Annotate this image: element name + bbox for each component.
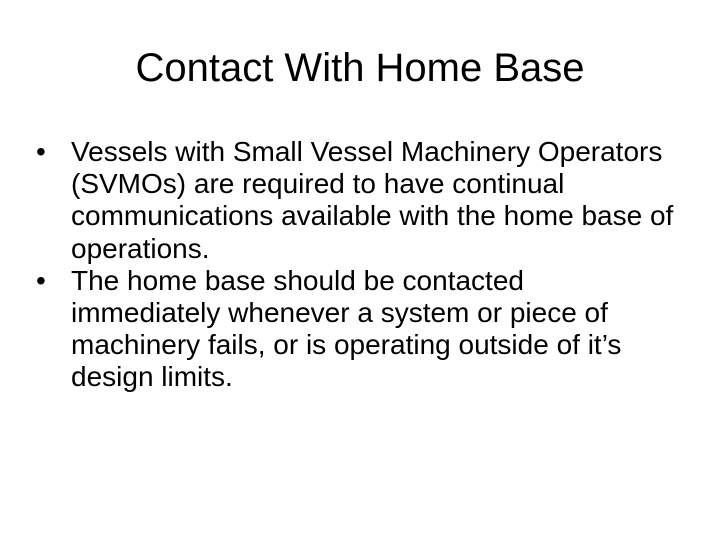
- bullet-item-continual-communications: [36, 136, 676, 265]
- bullet-text: The home base should be contacted immediately whenever a system or piece of machinery fails, or is operating outside of it’s design limits.: [71, 264, 622, 393]
- bullet-text: Vessels with Small Vessel Machinery Operators (SVMOs) are required to have continual communications available with the home base of operations.: [71, 136, 674, 264]
- slide-title: Contact With Home Base: [135, 46, 585, 90]
- bullet-icon: •: [36, 136, 46, 167]
- bullet-list: [36, 136, 676, 394]
- bullet-item-contact-on-failure: [36, 265, 676, 394]
- bullet-icon: •: [36, 264, 46, 296]
